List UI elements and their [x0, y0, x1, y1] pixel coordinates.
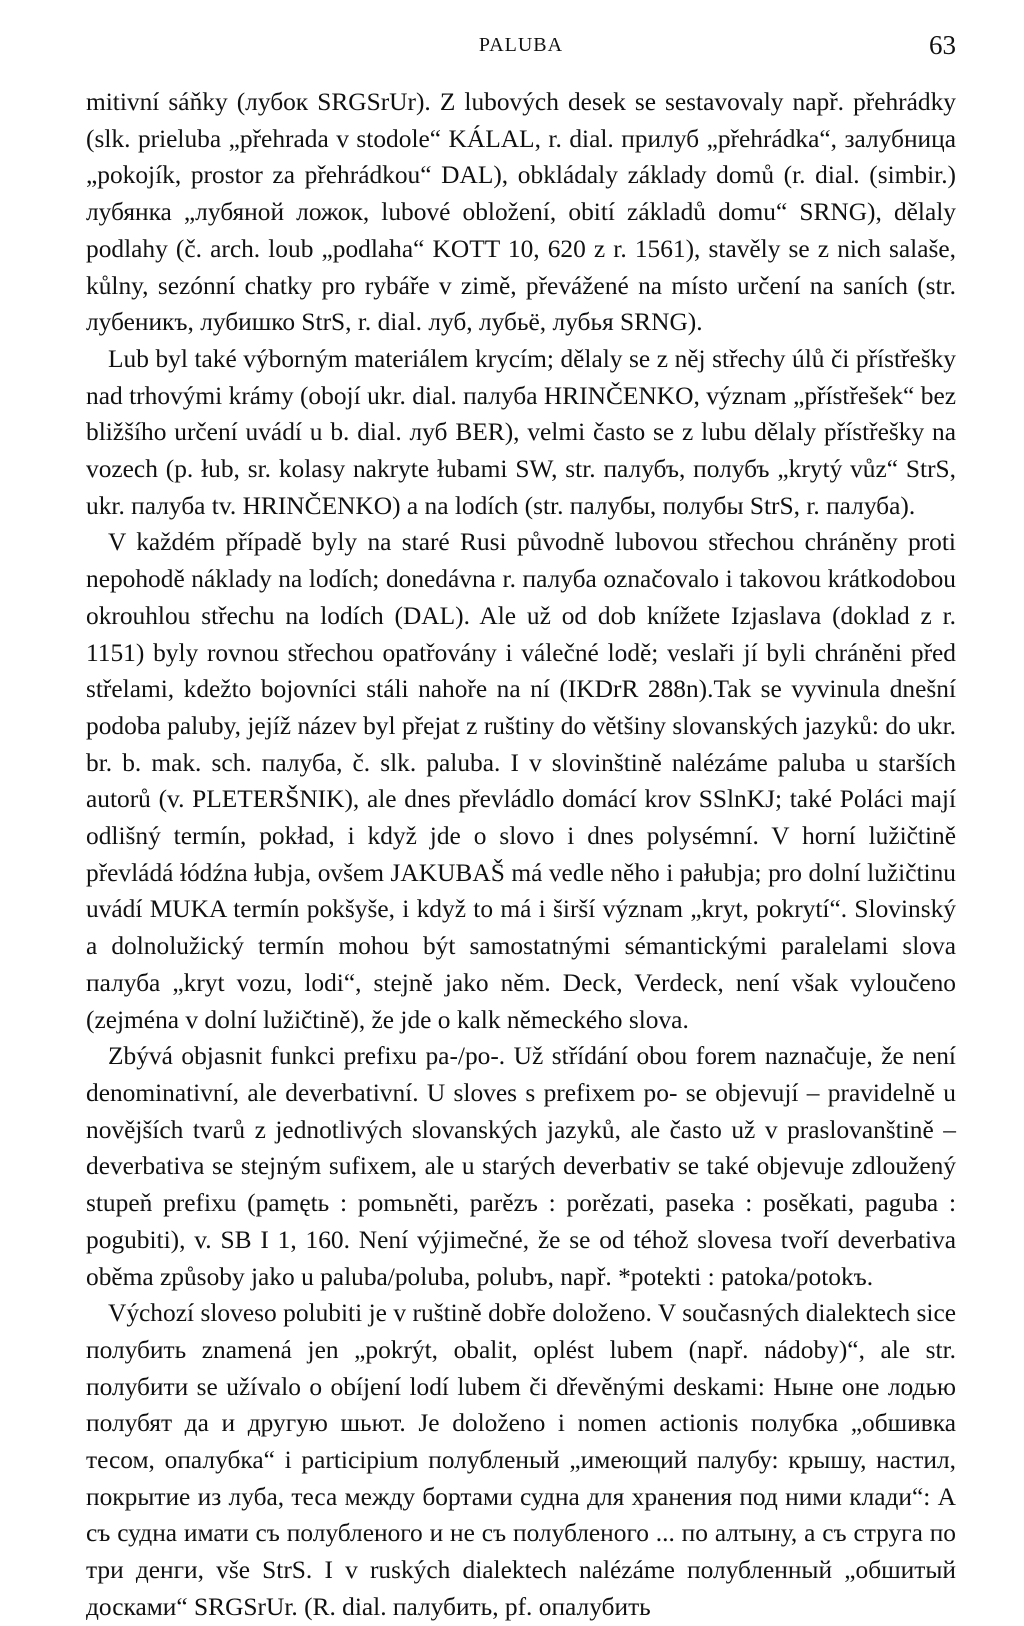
page-number: 63 — [929, 30, 956, 60]
paragraph-lub-roofing: Lub byl také výborným materiálem krycím; dělaly se z něj střechy úlů či přístřešky nad trhovými krámy (obojí ukr. dial. палуба HRINČENKO, význam „přístřešek“ bez bližšího určení uvádí u b. dial. луб BER), velmi často se z lubu dělaly přístřešky na vozech (p. łub, sr. kolasy nakryte łubami SW, str. палубъ, полубъ „krytý vůz“ StrS, ukr. палуба tv. HRINČENKO) a na lodích (str. палубы, полубы StrS, r. палуба). — [86, 344, 956, 520]
running-head — [86, 30, 956, 66]
paragraph-continued: mitivní sáňky (лубок SRGSrUr). Z lubových desek se sestavovaly např. přehrádky (slk. prieluba „přehrada v stodole“ KÁLAL, r. dial. прилуб „přehrádka“, залубница „pokojík, prostor za přehrádkou“ DAL), obkládaly základy domů (r. dial. (simbir.) лубянка „лубяной ложок, lubové obložení, obití základů domu“ SRNG), dělaly podlahy (č. arch. loub „podlaha“ KOTT 10, 620 z r. 1561), stavěly se z nich salaše, kůlny, sezónní chatky pro rybáře v zimě, převážené na místo určení na saních (str. лубеникъ, лубишко StrS, r. dial. луб, лубьё, лубья SRNG). — [86, 88, 956, 337]
paragraph-prefix: Zbývá objasnit funkci prefixu pa-/po-. Už střídání obou forem naznačuje, že není denominativní, ale deverbativní. U sloves s prefixem po- se objevují – pravidelně u novějších tvarů z jednotlivých slovanských jazyků, ale často už v praslovanštině – deverbativa se stejným sufixem, ale u starých deverbativ se také objevuje zdloužený stupeň prefixu (pamętь : pomьněti, parězъ : porězati, paseka : posěkati, paguba : pogubiti), v. SB I 1, 160. Není výjimečné, že se od téhož slovesa tvoří deverbativa oběma způsoby jako u paluba/poluba, polubъ, např. *potekti : patoka/potokъ. — [86, 1042, 956, 1291]
running-head-title: PALUBA — [478, 34, 564, 56]
paragraph-ship-deck: V každém případě byly na staré Rusi původně lubovou střechou chráněny proti nepohodě náklady na lodích; donedávna r. палуба označovalo i takovou krátkodobou okrouhlou střechu na lodích (DAL). Ale už od dob knížete Izjaslava (doklad z r. 1151) byly rovnou střechou opatřovány i válečné lodě; veslaři jí byli chráněni před střelami, kdežto bojovníci stáli nahoře na ní (IKDrR 288n).Tak se vyvinula dnešní podoba paluby, jejíž název byl přejat z ruštiny do většiny slovanských jazyků: do ukr. br. b. mak. sch. палуба, č. slk. paluba. I v slovinštině nalézáme paluba u starších autorů (v. PLETERŠNIK), ale dnes převládlo domácí krov SSlnKJ; také Poláci mají odlišný termín, pokład, i když jde o slovo i dnes polysémní. V horní lužičtině převládá łódźna łubja, ovšem JAKUBAŠ má vedle něho i pałubja; pro dolní lužičtinu uvádí MUKA termín pokšyše, i když to má i širší význam „kryt, pokrytí“. Slovinský a dolnolužický termín mohou být samostatnými sémantickými paralelami slova палуба „kryt vozu, lodi“, stejně jako něm. Deck, Verdeck, není však vyloučeno (zejména v dolní lužičtině), že jde o kalk německého slova. — [86, 528, 956, 1034]
body-text — [86, 84, 956, 1626]
document-page — [86, 30, 956, 1626]
paragraph-verb-polubiti: Výchozí sloveso polubiti je v ruštině dobře doloženo. V současných dialektech sice полубить znamená jen „pokrýt, obalit, oplést lubem (např. nádoby)“, ale str. полубити se užívalo o obíjení lodí lubem či dřevěnými deskami: Ныне оне лодью полубят да и другую шьют. Je doloženo i nomen actionis полубка „обшивка тесом, опалубка“ i participium полубленый „имеющий палубу: крышу, настил, покрытие из луба, теса между бортами судна для хранения под ними клади“: А съ судна имати съ полубленого и не съ полубленого ... по алтыну, а съ струга по три денги, vše StrS. I v ruských dialektech nalézáme полубленный „обшитый досками“ SRGSrUr. (R. dial. палубить, pf. опалубить — [86, 1299, 956, 1621]
